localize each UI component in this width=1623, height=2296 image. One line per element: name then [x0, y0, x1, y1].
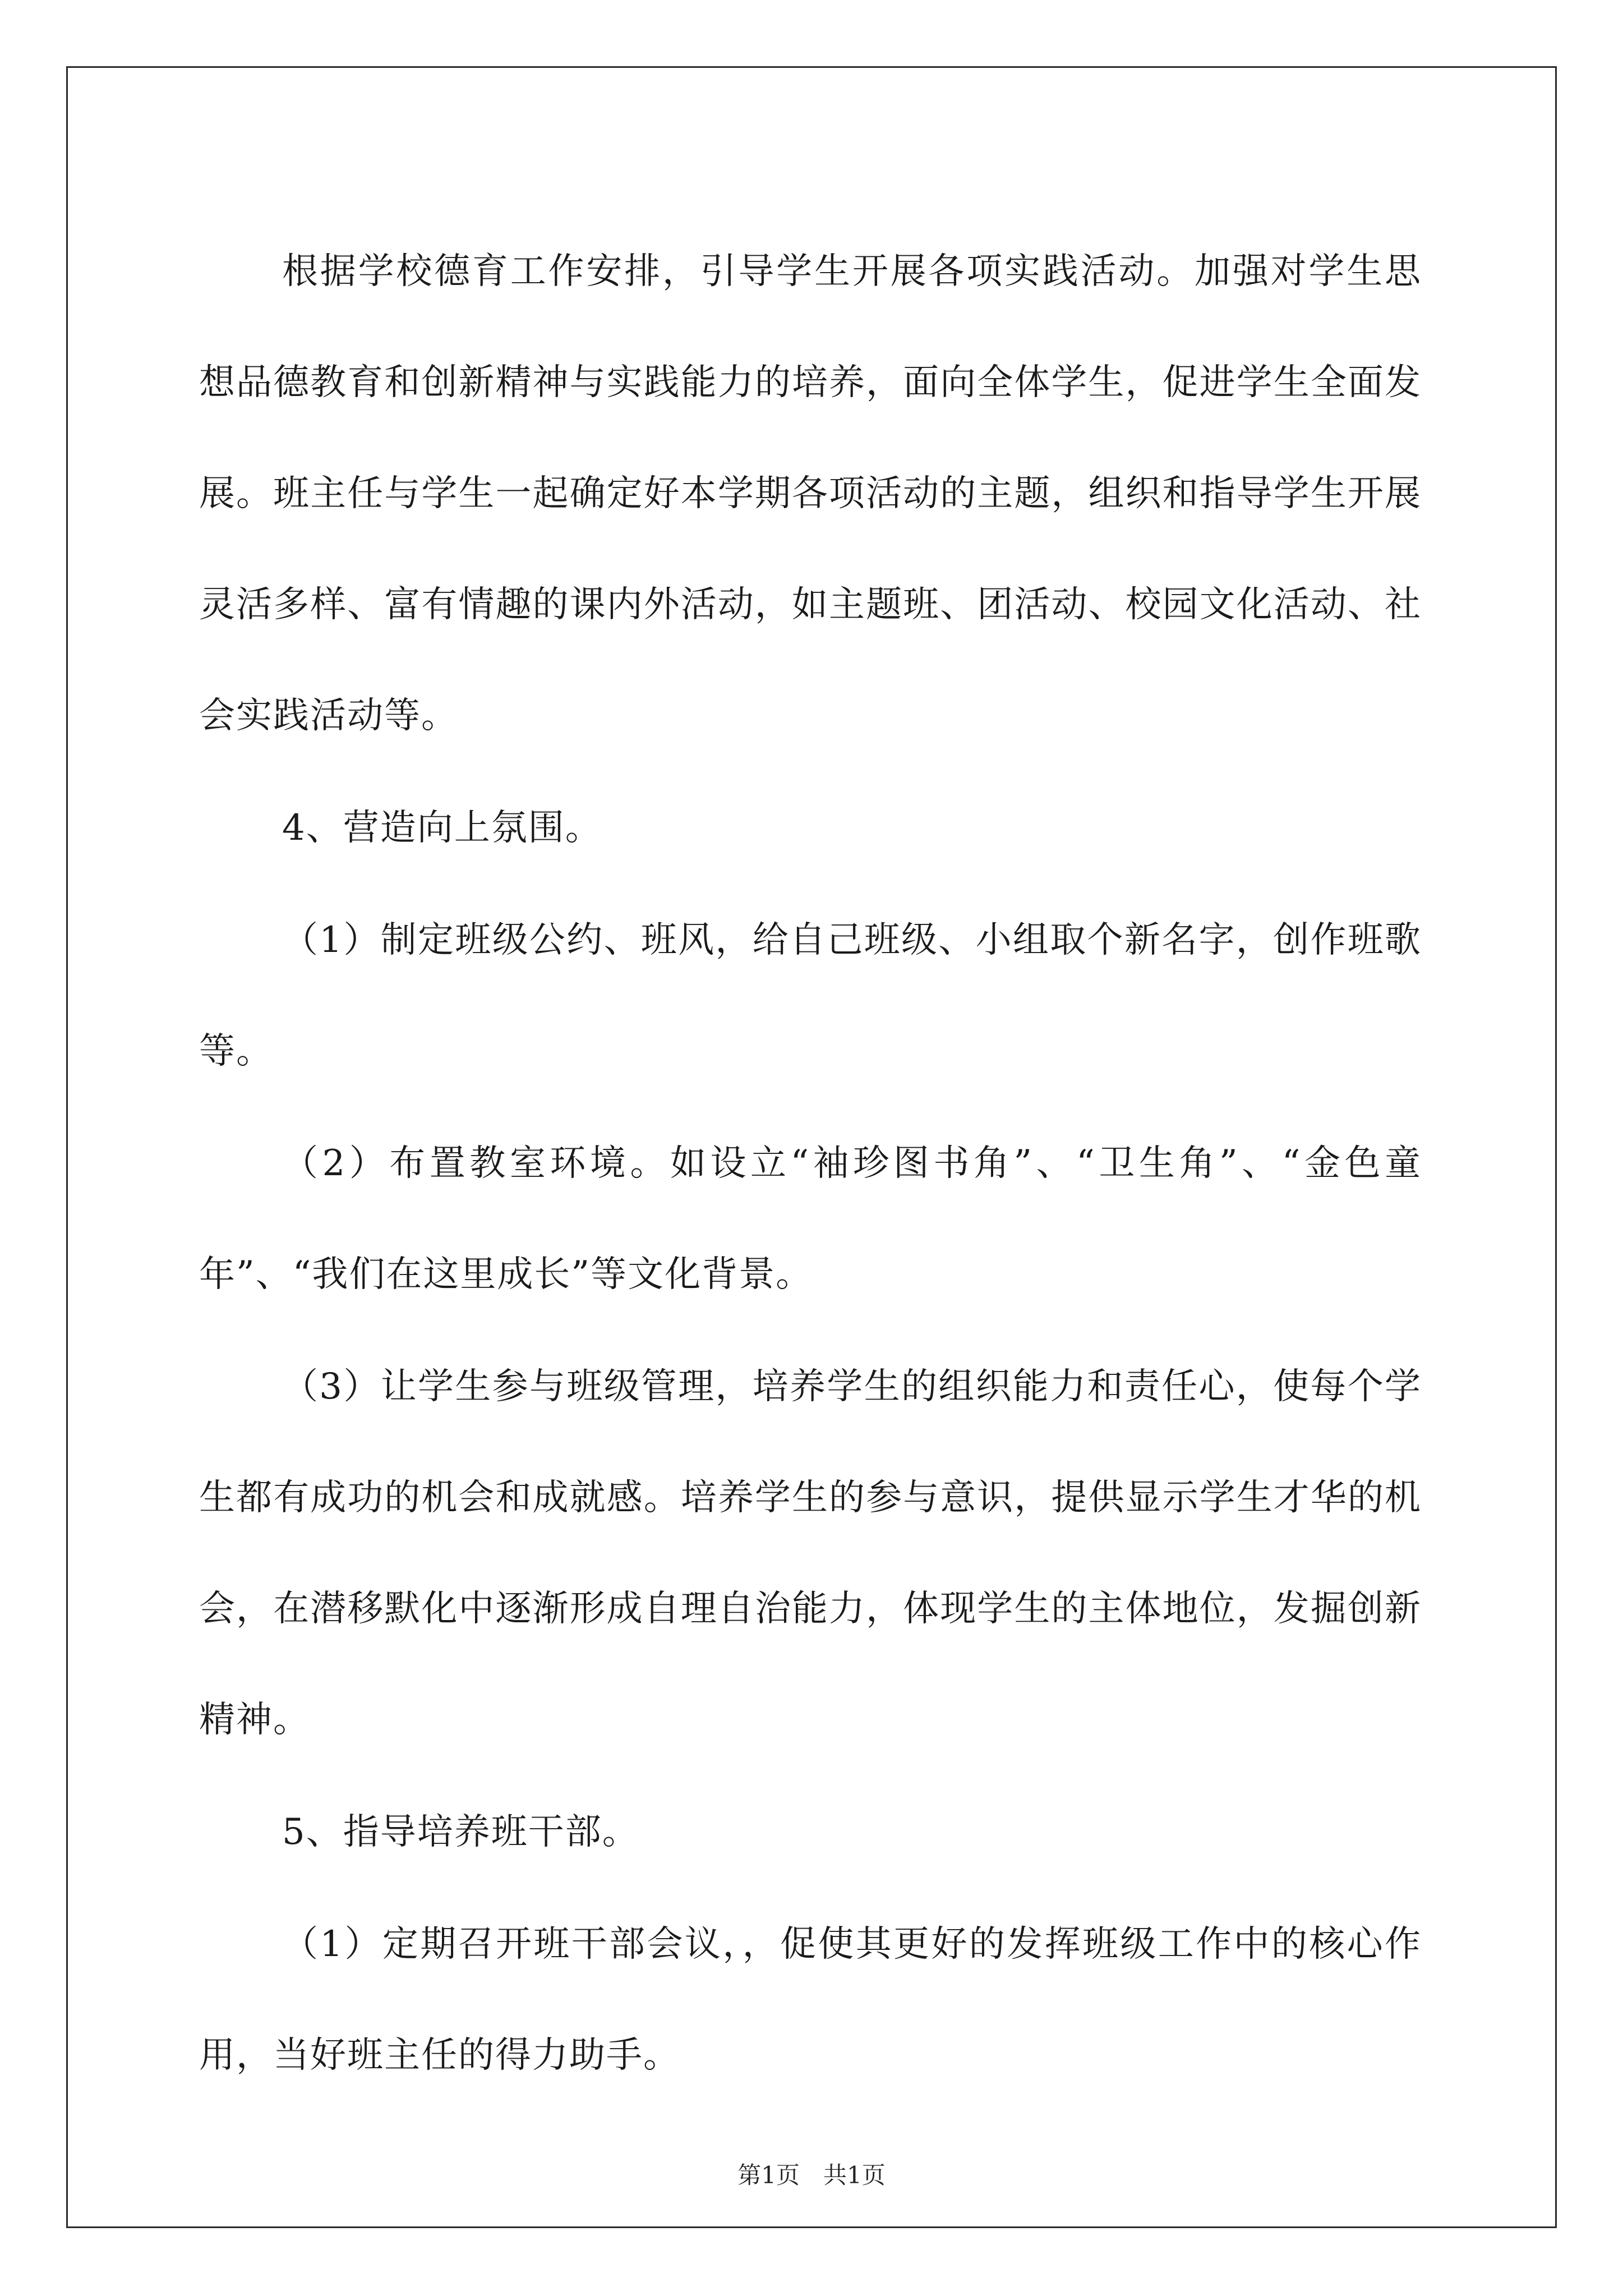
paragraph-classroom-environment: （2）布置教室环境。如设立“袖珍图书角”、“卫生角”、“金色童年”、“我们在这里成长”等文化背景。: [199, 1143, 1422, 1295]
heading-item-4: 4、营造向上氛围。: [282, 807, 602, 849]
heading-item-5: 5、指导培养班干部。: [282, 1811, 639, 1853]
paragraph-class-cadre-meeting: （1）定期召开班干部会议，，促使其更好的发挥班级工作中的核心作用，当好班主任的得力助手。: [199, 1924, 1422, 2076]
page-footer: 第1页 共1页: [737, 2161, 886, 2189]
paragraph-class-management: （3）让学生参与班级管理，培养学生的组织能力和责任心，使每个学生都有成功的机会和成就感。培养学生的参与意识，提供显示学生才华的机会，在潜移默化中逐渐形成自理自治能力，体现学生的主体地位，发掘创新精神。: [199, 1366, 1422, 1741]
paragraph-class-rules: （1）制定班级公约、班风，给自己班级、小组取个新名字，创作班歌等。: [199, 919, 1422, 1072]
paragraph-activities: 根据学校德育工作安排，引导学生开展各项实践活动。加强对学生思想品德教育和创新精神与实践能力的培养，面向全体学生，促进学生全面发展。班主任与学生一起确定好本学期各项活动的主题，组织和指导学生开展灵活多样、富有情趣的课内外活动，如主题班、团活动、校园文化活动、社会实践活动等。: [199, 251, 1422, 737]
document-body: [199, 216, 1422, 2112]
